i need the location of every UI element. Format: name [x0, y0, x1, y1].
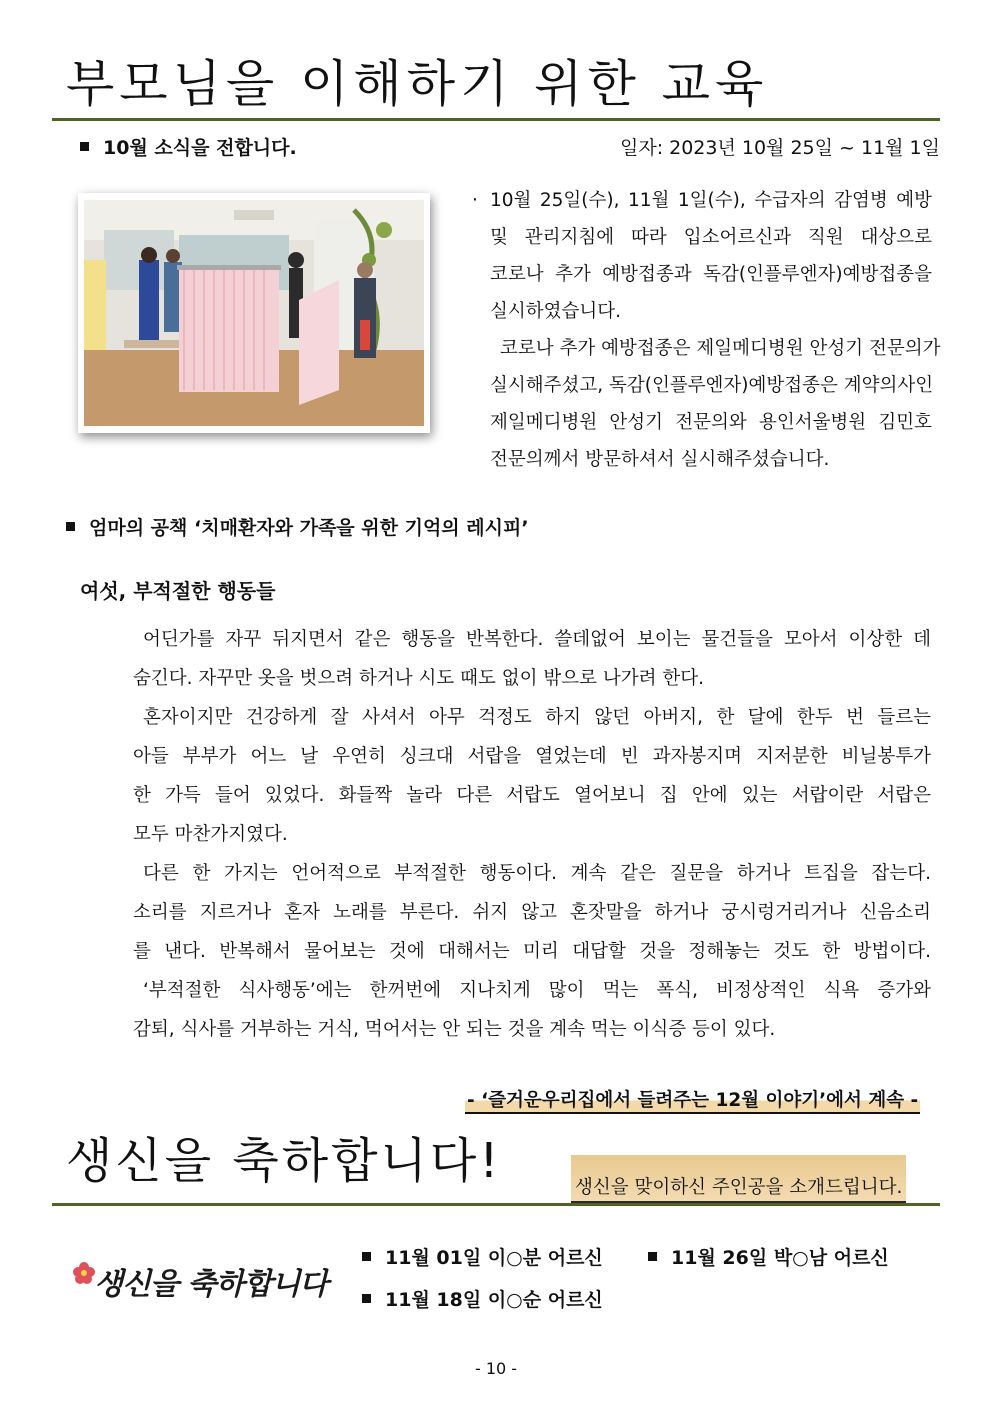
flower-icon [72, 1261, 96, 1285]
birthday-entry [362, 1243, 603, 1270]
book-heading [66, 513, 529, 540]
news-line: 코로나 추가 예방접종은 제일메디병원 안성기 전문의가 [500, 338, 941, 359]
book-heading-text: 엄마의 공책 ‘치매환자와 가족을 위한 기억의 레시피’ [89, 517, 529, 539]
book-line: 를 낸다. 반복해서 물어보는 것에 대해서는 미리 대답할 것을 정해놓는 것도 한 방법이다. [133, 941, 931, 962]
birthday-logo-text: 생신을 축하합니다 [94, 1267, 328, 1302]
chapter-title: 여섯, 부적절한 행동들 [80, 579, 276, 603]
square-bullet-icon [648, 1252, 657, 1261]
book-line: 모두 마찬가지였다. [133, 824, 288, 845]
book-line: 한 가득 들어 있었다. 화들짝 놀라 다른 서랍도 열어보니 집 안에 있는 서랍이란 서랍은 [133, 785, 931, 806]
news-line: 제일메디병원 안성기 전문의와 용인서울병원 김민호 [490, 412, 932, 433]
book-line: ‘부적절한 식사행동’에는 한꺼번에 지나치게 많이 먹는 폭식, 비정상적인 식욕 증가와 [143, 980, 931, 1001]
vaccination-photo [78, 193, 430, 433]
news-body [490, 182, 941, 478]
book-body [133, 620, 931, 1049]
news-bullet: · [472, 190, 478, 211]
news-line: 10월 25일(수), 11월 1일(수), 수급자의 감염병 예방 [490, 190, 932, 211]
book-line: 아들 부부가 어느 날 우연히 싱크대 서랍을 열었는데 빈 과자봉지며 지저분한 비닐봉투가 [133, 746, 931, 767]
book-line: 다른 한 가지는 언어적으로 부적절한 행동이다. 계속 같은 질문을 하거나 트집을 잡는다. [143, 863, 931, 884]
news-date: 일자: 2023년 10월 25일 ~ 11월 1일 [619, 137, 940, 159]
birthday-entry [362, 1285, 603, 1312]
book-line: 감퇴, 식사를 거부하는 거식, 먹어서는 안 되는 것을 계속 먹는 이식증 등이 있다. [133, 1019, 776, 1040]
news-line: 코로나 추가 예방접종과 독감(인플루엔자)예방접종을 [490, 264, 932, 285]
square-bullet-icon [362, 1252, 371, 1261]
news-line: 실시하였습니다. [490, 301, 621, 322]
birthday-divider [52, 1203, 940, 1206]
birthday-logo [72, 1255, 342, 1305]
title-divider [52, 118, 940, 121]
birthday-entry-text: 11월 01일 이○분 어르신 [385, 1247, 603, 1269]
birthday-entry-text: 11월 26일 박○남 어르신 [671, 1247, 889, 1269]
news-line: 전문의께서 방문하셔서 실시해주셨습니다. [490, 449, 830, 470]
book-line: 숨긴다. 자꾸만 옷을 벗으려 하거나 시도 때도 없이 밖으로 나가려 한다. [133, 668, 704, 689]
book-line: 혼자이지만 건강하게 잘 사셔서 아무 걱정도 하지 않던 아버지, 한 달에 한두 번 들르는 [143, 707, 931, 728]
news-heading-text: 10월 소식을 전합니다. [103, 137, 297, 159]
square-bullet-icon [362, 1294, 371, 1303]
square-bullet-icon [66, 522, 75, 531]
birthday-entry [648, 1243, 889, 1270]
page-title: 부모님을 이해하기 위한 교육 [66, 55, 769, 113]
news-line: 및 관리지침에 따라 입소어르신과 직원 대상으로 [490, 227, 932, 248]
page-number: - 10 - [474, 1359, 518, 1378]
birthday-title: 생신을 축하합니다! [66, 1133, 502, 1189]
vaccination-room-image [84, 200, 424, 426]
birthday-intro: 생신을 맞이하신 주인공을 소개드립니다. [571, 1155, 906, 1203]
news-line: 실시해주셨고, 독감(인플루엔자)예방접종은 계약의사인 [490, 375, 934, 396]
square-bullet-icon [80, 142, 89, 151]
continued-note: - ‘즐거운우리집에서 들려주는 12월 이야기’에서 계속 - [465, 1086, 920, 1114]
book-line: 소리를 지르거나 혼자 노래를 부른다. 쉬지 않고 혼잣말을 하거나 궁시렁거리거나 신음소리 [133, 902, 931, 923]
news-heading [80, 133, 297, 160]
birthday-entry-text: 11월 18일 이○순 어르신 [385, 1289, 603, 1311]
book-line: 어딘가를 자꾸 뒤지면서 같은 행동을 반복한다. 쓸데없어 보이는 물건들을 모아서 이상한 데 [143, 629, 931, 650]
